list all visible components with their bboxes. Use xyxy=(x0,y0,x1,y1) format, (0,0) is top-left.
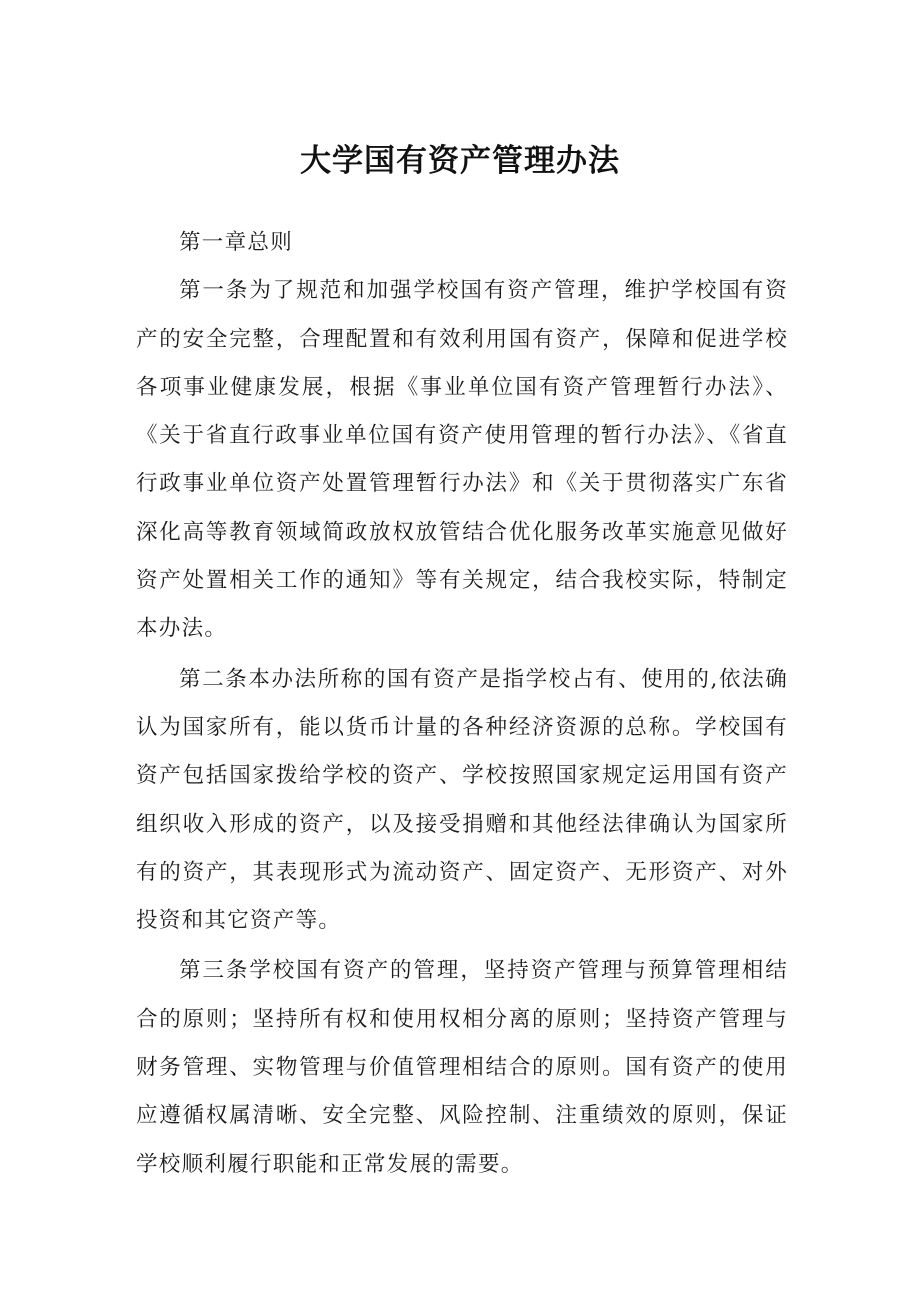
article-2-paragraph: 第二条本办法所称的国有资产是指学校占有、使用的,依法确认为国家所有，能以货币计量的各种经济资源的总称。学校国有资产包括国家拨给学校的资产、学校按照国家规定运用国有资产组织收入形成的资产，以及接受捐赠和其他经法律确认为国家所有的资产，其表现形式为流动资产、固定资产、无形资产、对外投资和其它资产等。 xyxy=(136,666,788,934)
document-title: 大学国有资产管理办法 xyxy=(300,143,620,179)
article-3-paragraph: 第三条学校国有资产的管理，坚持资产管理与预算管理相结合的原则；坚持所有权和使用权相分离的原则；坚持资产管理与财务管理、实物管理与价值管理相结合的原则。国有资产的使用应遵循权属清晰、安全完整、风险控制、注重绩效的原则，保证学校顺利履行职能和正常发展的需要。 xyxy=(136,958,788,1177)
chapter-heading: 第一章总则 xyxy=(179,230,294,255)
article-1-paragraph: 第一条为了规范和加强学校国有资产管理，维护学校国有资产的安全完整，合理配置和有效利用国有资产，保障和促进学校各项事业健康发展，根据《事业单位国有资产管理暂行办法》、《关于省直行政事业单位国有资产使用管理的暂行办法》、《省直行政事业单位资产处置管理暂行办法》和《关于贯彻落实广东省深化高等教育领域简政放权放管结合优化服务改革实施意见做好资产处置相关工作的通知》等有关规定，结合我校实际，特制定本办法。 xyxy=(136,278,788,642)
document-body xyxy=(136,219,788,1189)
